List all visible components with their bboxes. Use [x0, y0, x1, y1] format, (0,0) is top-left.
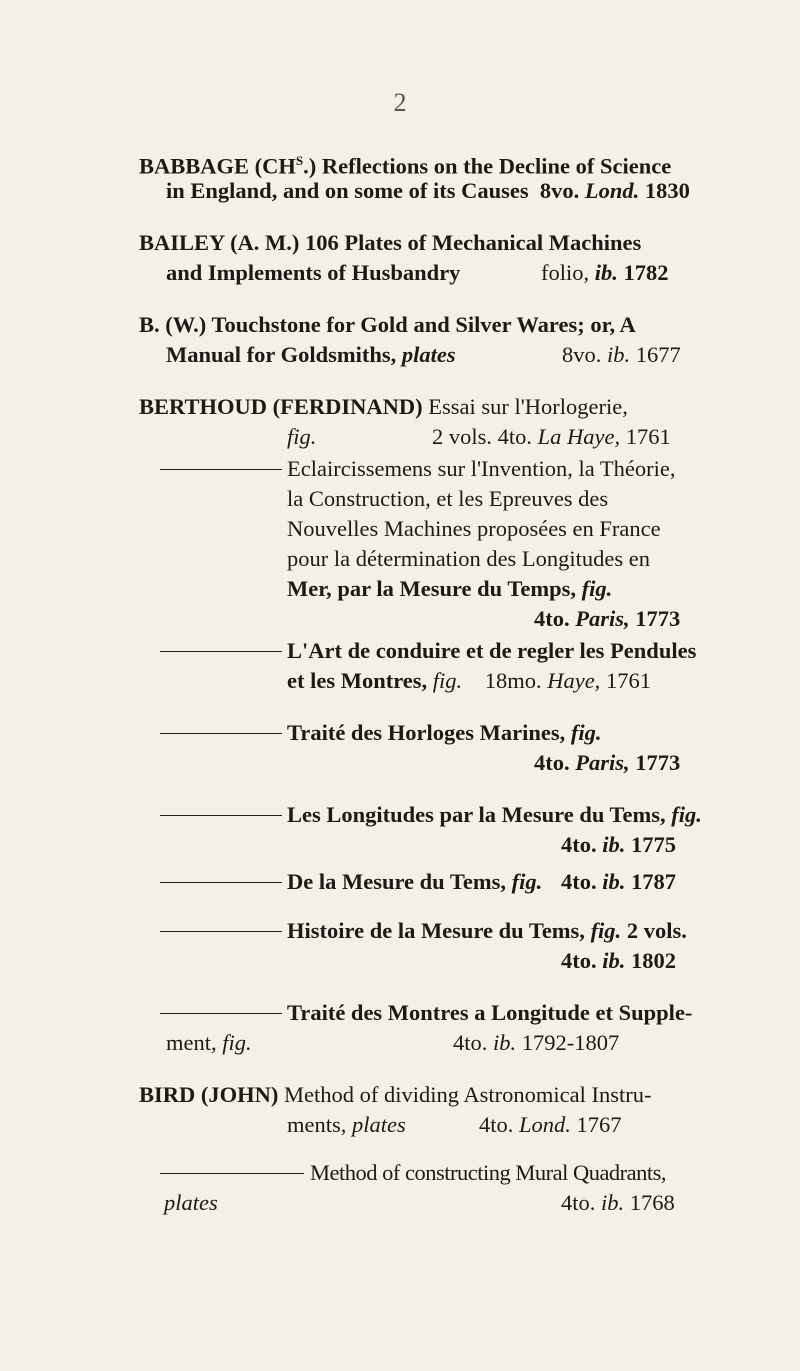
entry-babbage-line-2	[166, 177, 690, 205]
entry-title: ment,	[166, 1030, 217, 1055]
place: ib.	[594, 260, 618, 285]
entry-title: Touchstone for Gold and Silver Wares; or, A	[211, 312, 636, 337]
entry-mesure-line-1	[287, 868, 542, 896]
ditto-dash	[160, 1013, 282, 1014]
page-number: 2	[393, 88, 407, 117]
entry-eclaircissemens-imprint	[534, 605, 680, 633]
place: ib.	[607, 342, 631, 367]
entry-montres-line-2	[166, 1029, 252, 1057]
entry-title: et les Montres,	[287, 668, 428, 693]
year: 1773	[635, 606, 681, 631]
place: La Haye,	[537, 424, 621, 449]
place: ib.	[493, 1030, 517, 1055]
format: 8vo.	[562, 342, 602, 367]
ditto-dash	[160, 733, 282, 734]
place: Lond.	[519, 1112, 571, 1137]
year: 1830	[644, 178, 690, 203]
format: folio,	[541, 260, 590, 285]
entry-montres-line-1: Traité des Montres a Longitude et Supple-	[287, 1000, 693, 1025]
year: 1761	[605, 668, 651, 693]
format: 4to.	[534, 750, 570, 775]
entry-bw-line-2	[166, 341, 456, 369]
year: 1773	[635, 750, 681, 775]
entry-traite-line-1	[287, 719, 602, 747]
entry-title: in England, and on some of its Causes	[166, 178, 529, 203]
year: 1767	[576, 1112, 622, 1137]
entry-title: Reflections on the Decline of Science	[321, 153, 672, 179]
entry-histoire-imprint	[561, 947, 676, 975]
entry-title: ments,	[287, 1112, 347, 1137]
entry-title: Mer, par la Mesure du Temps,	[287, 576, 576, 601]
entry-berthoud-imprint	[432, 423, 671, 451]
ditto-dash	[160, 931, 282, 932]
author-name: BABBAGE (CH	[139, 153, 296, 179]
author-name-superscript: S	[295, 153, 304, 168]
author-name: B. (W.)	[139, 312, 207, 337]
year: 1761	[625, 424, 671, 449]
entry-title: Essai sur l'Horlogerie,	[428, 394, 628, 419]
format: 8vo.	[539, 178, 580, 203]
year: 1787	[631, 869, 677, 894]
format: 4to.	[453, 1030, 488, 1055]
format: 4to.	[561, 1190, 596, 1215]
entry-berthoud-line-1	[139, 393, 628, 421]
year: 1792-1807	[521, 1030, 620, 1055]
entry-title: Les Longitudes par la Mesure du Tems,	[287, 802, 666, 827]
format: 18mo.	[484, 668, 542, 693]
year: 1775	[631, 832, 677, 857]
place: ib.	[602, 832, 626, 857]
plates-note: plates	[164, 1190, 218, 1215]
entry-mural-imprint	[561, 1189, 675, 1217]
entry-eclaircissemens-line-3: Nouvelles Machines proposées en France	[287, 516, 661, 541]
vols: 2 vols.	[626, 918, 687, 943]
entry-babbage-line-1	[139, 147, 671, 181]
entry-title: Traité des Horloges Marines,	[287, 720, 566, 745]
entry-eclaircissemens-line-5	[287, 575, 612, 603]
author-name: BAILEY (A. M.)	[139, 230, 300, 255]
format: 4to.	[561, 948, 597, 973]
entry-berthoud-line-2	[287, 423, 316, 451]
entry-title: 106 Plates of Mechanical Machines	[305, 230, 642, 255]
ditto-dash	[160, 815, 282, 816]
format: 2 vols. 4to.	[432, 424, 533, 449]
year: 1768	[629, 1190, 675, 1215]
ditto-dash	[160, 469, 282, 470]
entry-title: Manual for Goldsmiths,	[166, 342, 397, 367]
place: ib.	[602, 948, 626, 973]
format: 4to.	[561, 869, 597, 894]
fig-note: fig.	[581, 576, 613, 601]
entry-bird-line-1	[139, 1081, 651, 1109]
entry-lart-line-1: L'Art de conduire et de regler les Pendules	[287, 638, 697, 663]
fig-note: fig.	[222, 1030, 252, 1055]
entry-bird-line-2	[287, 1111, 406, 1139]
entry-lart-line-2	[287, 667, 651, 695]
entry-title: De la Mesure du Tems,	[287, 869, 506, 894]
author-name: BIRD (JOHN)	[139, 1082, 279, 1107]
entry-longitudes-imprint	[561, 831, 676, 859]
entry-bailey-line-1	[139, 229, 641, 257]
fig-note: fig.	[590, 918, 622, 943]
place: Haye,	[547, 668, 601, 693]
entry-bird-imprint	[479, 1111, 622, 1139]
plates-note: plates	[352, 1112, 406, 1137]
entry-title: Method of dividing Astronomical Instru-	[284, 1082, 652, 1107]
place: ib.	[601, 1190, 625, 1215]
entry-longitudes-line-1	[287, 801, 702, 829]
entry-montres-imprint	[453, 1029, 619, 1057]
fig-note: fig.	[432, 668, 463, 693]
year: 1782	[623, 260, 669, 285]
entry-histoire-line-1	[287, 917, 687, 945]
year: 1677	[635, 342, 681, 367]
year: 1802	[631, 948, 677, 973]
fig-note: fig.	[511, 869, 543, 894]
place: Paris,	[575, 750, 630, 775]
entry-title: and Implements of Husbandry	[166, 260, 461, 285]
entry-eclaircissemens-line-4: pour la détermination des Longitudes en	[287, 546, 651, 571]
fig-note: fig.	[671, 802, 702, 827]
ditto-dash	[160, 882, 282, 883]
place: Paris,	[575, 606, 630, 631]
author-name: BERTHOUD (FERDINAND)	[139, 394, 423, 419]
ditto-dash	[160, 651, 282, 652]
author-name-close: .)	[303, 153, 317, 179]
entry-mesure-imprint	[561, 868, 676, 896]
ditto-dash	[160, 1173, 304, 1174]
format: 4to.	[479, 1112, 514, 1137]
format: 4to.	[534, 606, 570, 631]
place: Lond.	[584, 178, 640, 203]
entry-bailey-line-2	[166, 259, 460, 287]
entry-eclaircissemens-line-2: la Construction, et les Epreuves des	[287, 486, 609, 511]
plates-note: plates	[401, 342, 456, 367]
place: ib.	[602, 869, 626, 894]
entry-traite-imprint	[534, 749, 680, 777]
fig-note: fig.	[570, 720, 602, 745]
entry-bailey-imprint	[541, 259, 669, 287]
entry-eclaircissemens-line-1: Eclaircissemens sur l'Invention, la Théorie,	[287, 456, 676, 481]
entry-title: Histoire de la Mesure du Tems,	[287, 918, 585, 943]
entry-mural-line-1: Method of constructing Mural Quadrants,	[310, 1160, 667, 1185]
entry-bw-line-1	[139, 311, 636, 339]
format: 4to.	[561, 832, 597, 857]
fig-note: fig.	[287, 424, 317, 449]
entry-bw-imprint	[562, 341, 681, 369]
